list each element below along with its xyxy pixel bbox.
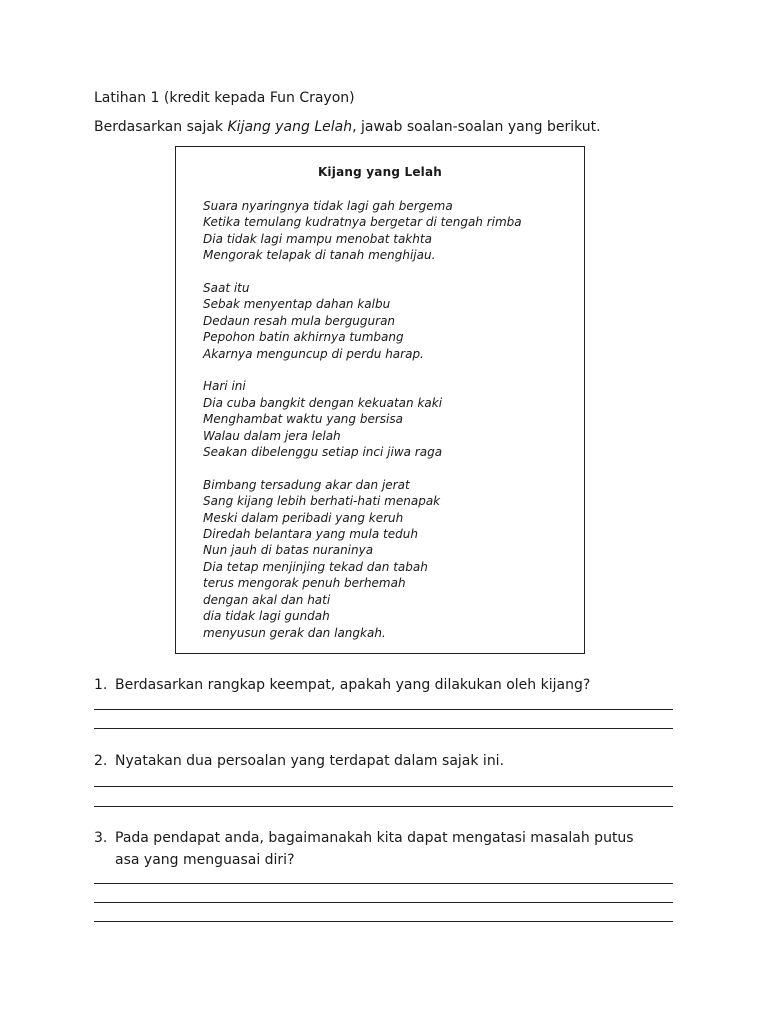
poem-stanza-3: [203, 378, 522, 460]
instruction-poem-title: Kijang yang Lelah: [227, 119, 353, 135]
poem-stanza-1: [203, 198, 522, 264]
poem-line: Bimbang tersadung akar dan jerat: [203, 477, 410, 492]
poem-line: Ketika temulang kudratnya bergetar di tengah rimba: [203, 215, 522, 230]
poem-line: Dia cuba bangkit dengan kekuatan kaki: [203, 395, 443, 410]
poem-line: Menghambat waktu yang bersisa: [203, 412, 403, 427]
instruction-suffix: , jawab soalan-soalan yang berikut.: [352, 119, 601, 135]
poem-line: menyusun gerak dan langkah.: [203, 625, 386, 640]
poem-line: Sebak menyentap dahan kalbu: [203, 297, 391, 312]
question-text: Berdasarkan rangkap keempat, apakah yang dilakukan oleh kijang?: [115, 677, 591, 693]
answer-line[interactable]: [94, 883, 673, 884]
poem-line: Pepohon batin akhirnya tumbang: [203, 330, 404, 345]
answer-line[interactable]: [94, 786, 673, 787]
question-text: Nyatakan dua persoalan yang terdapat dalam sajak ini.: [115, 753, 505, 769]
instruction-prefix: Berdasarkan sajak: [94, 119, 228, 135]
question-number: 2.: [94, 753, 108, 769]
answer-line[interactable]: [94, 902, 673, 903]
poem-line: Sang kijang lebih berhati-hati menapak: [203, 494, 441, 509]
question-text: Pada pendapat anda, bagaimanakah kita dapat mengatasi masalah putus asa yang menguasai diri?: [115, 830, 634, 868]
question-number: 1.: [94, 677, 108, 693]
poem-line: terus mengorak penuh berhemah: [203, 576, 406, 591]
poem-line: dengan akal dan hati: [203, 592, 331, 607]
answer-line[interactable]: [94, 806, 673, 807]
poem-line: Seakan dibelenggu setiap inci jiwa raga: [203, 445, 443, 460]
poem-box: [175, 146, 585, 654]
poem-stanza-2: [203, 280, 522, 362]
poem-body: [203, 198, 522, 641]
answer-line[interactable]: [94, 728, 673, 729]
poem-line: Akarnya menguncup di perdu harap.: [203, 346, 424, 361]
question-number: 3.: [94, 830, 108, 846]
poem-title: Kijang yang Lelah: [317, 165, 443, 179]
instruction-text: [94, 117, 601, 137]
poem-line: Dia tetap menjinjing tekad dan tabah: [203, 559, 428, 574]
poem-line: Nun jauh di batas nuraninya: [203, 543, 374, 558]
poem-line: Suara nyaringnya tidak lagi gah bergema: [203, 199, 453, 213]
poem-line: Meski dalam peribadi yang keruh: [203, 510, 404, 525]
poem-line: Dedaun resah mula berguguran: [203, 313, 396, 328]
answer-line[interactable]: [94, 709, 673, 710]
poem-line: Walau dalam jera lelah: [203, 428, 341, 443]
poem-line: Diredah belantara yang mula teduh: [203, 527, 418, 542]
exercise-heading: Latihan 1 (kredit kepada Fun Crayon): [94, 90, 355, 106]
poem-line: Mengorak telapak di tanah menghijau.: [203, 248, 436, 263]
answer-line[interactable]: [94, 921, 673, 922]
poem-line: Hari ini: [203, 379, 246, 394]
poem-line: Saat itu: [203, 281, 250, 296]
poem-stanza-4: [203, 477, 522, 641]
poem-line: Dia tidak lagi mampu menobat takhta: [203, 231, 432, 246]
poem-line: dia tidak lagi gundah: [203, 609, 330, 624]
